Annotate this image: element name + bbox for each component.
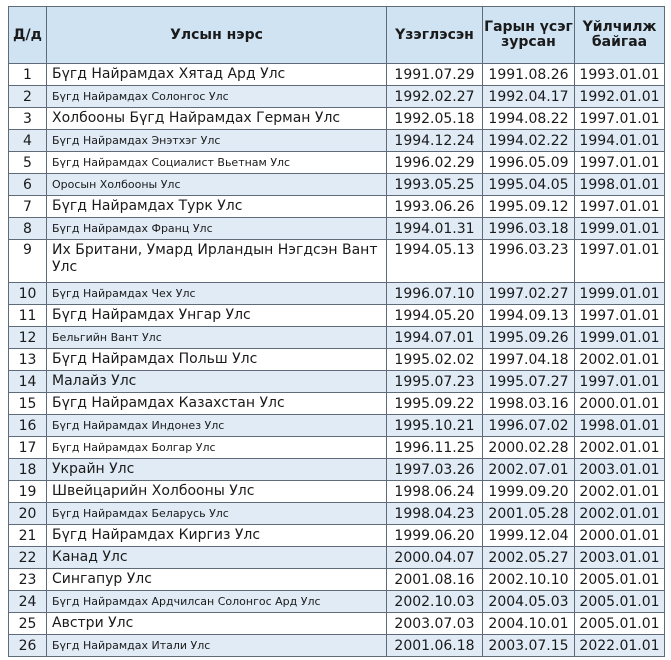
effective-date: 2005.01.01 [575,613,665,635]
table-row [9,86,665,108]
table-row [9,64,665,86]
country-name: Оросын Холбооны Улс [47,174,387,196]
table-row [9,393,665,415]
ratified-date: 1998.03.16 [483,393,575,415]
table-row [9,459,665,481]
country-name: Бүгд Найрамдах Казахстан Улс [47,393,387,415]
country-name: Бүгд Найрамдах Франц Улс [47,218,387,240]
signed-date: 1994.01.31 [387,218,483,240]
table-row [9,305,665,327]
row-number: 2 [9,86,47,108]
signed-date: 1993.06.26 [387,196,483,218]
signed-date: 1996.11.25 [387,437,483,459]
table-row [9,415,665,437]
ratified-date: 2004.05.03 [483,591,575,613]
header-no: Д/д [9,7,47,64]
ratified-date: 1996.05.09 [483,152,575,174]
country-name: Бүгд Найрамдах Ардчилсан Солонгос Ард Улс [47,591,387,613]
table-row [9,569,665,591]
signed-date: 1993.05.25 [387,174,483,196]
row-number: 11 [9,305,47,327]
effective-date: 1997.01.01 [575,371,665,393]
signed-date: 1994.12.24 [387,130,483,152]
signed-date: 1992.02.27 [387,86,483,108]
table-row [9,437,665,459]
ratified-date: 2000.02.28 [483,437,575,459]
row-number: 8 [9,218,47,240]
country-name: Бүгд Найрамдах Солонгос Улс [47,86,387,108]
ratified-date: 1994.09.13 [483,305,575,327]
table-row [9,481,665,503]
effective-date: 1999.01.01 [575,327,665,349]
ratified-date: 2002.07.01 [483,459,575,481]
country-name: Бүгд Найрамдах Киргиз Улс [47,525,387,547]
effective-date: 2002.01.01 [575,349,665,371]
table-row [9,218,665,240]
effective-date: 1992.01.01 [575,86,665,108]
table-row [9,349,665,371]
country-name: Бүгд Найрамдах Болгар Улс [47,437,387,459]
table-row [9,130,665,152]
signed-date: 1995.07.23 [387,371,483,393]
signed-date: 1991.07.29 [387,64,483,86]
table-row [9,240,665,283]
row-number: 16 [9,415,47,437]
row-number: 7 [9,196,47,218]
header-row [9,7,665,64]
row-number: 4 [9,130,47,152]
row-number: 1 [9,64,47,86]
table-row [9,196,665,218]
ratified-date: 1995.09.26 [483,327,575,349]
table-row [9,108,665,130]
country-name: Бүгд Найрамдах Энэтхэг Улс [47,130,387,152]
effective-date: 2002.01.01 [575,437,665,459]
row-number: 19 [9,481,47,503]
signed-date: 1992.05.18 [387,108,483,130]
signed-date: 2000.04.07 [387,547,483,569]
effective-date: 1997.01.01 [575,152,665,174]
signed-date: 1995.02.02 [387,349,483,371]
table-row [9,547,665,569]
signed-date: 2001.06.18 [387,635,483,657]
signed-date: 1997.03.26 [387,459,483,481]
ratified-date: 1994.08.22 [483,108,575,130]
effective-date: 1999.01.01 [575,218,665,240]
effective-date: 1997.01.01 [575,196,665,218]
signed-date: 1994.05.20 [387,305,483,327]
effective-date: 2002.01.01 [575,481,665,503]
table-row [9,283,665,305]
row-number: 12 [9,327,47,349]
table-row [9,503,665,525]
header-effective: Үйлчилж байгаа [575,7,665,64]
row-number: 20 [9,503,47,525]
effective-date: 2005.01.01 [575,591,665,613]
country-name: Швейцарийн Холбооны Улс [47,481,387,503]
effective-date: 1997.01.01 [575,240,665,283]
row-number: 25 [9,613,47,635]
country-name: Бүгд Найрамдах Беларусь Улс [47,503,387,525]
effective-date: 1998.01.01 [575,174,665,196]
table-row [9,371,665,393]
ratified-date: 1999.09.20 [483,481,575,503]
signed-date: 1995.09.22 [387,393,483,415]
ratified-date: 1999.12.04 [483,525,575,547]
country-name: Бүгд Найрамдах Хятад Ард Улс [47,64,387,86]
country-name: Украйн Улс [47,459,387,481]
country-name: Сингапур Улс [47,569,387,591]
signed-date: 1994.07.01 [387,327,483,349]
row-number: 14 [9,371,47,393]
signed-date: 2002.10.03 [387,591,483,613]
row-number: 23 [9,569,47,591]
row-number: 10 [9,283,47,305]
ratified-date: 1991.08.26 [483,64,575,86]
row-number: 5 [9,152,47,174]
effective-date: 1994.01.01 [575,130,665,152]
ratified-date: 2002.05.27 [483,547,575,569]
table-row [9,152,665,174]
ratified-date: 1995.04.05 [483,174,575,196]
ratified-date: 1997.04.18 [483,349,575,371]
country-name: Бельгийн Вант Улс [47,327,387,349]
ratified-date: 1994.02.22 [483,130,575,152]
table-row [9,174,665,196]
effective-date: 2000.01.01 [575,525,665,547]
table-row [9,613,665,635]
row-number: 15 [9,393,47,415]
effective-date: 1997.01.01 [575,305,665,327]
signed-date: 1995.10.21 [387,415,483,437]
treaty-table [8,6,665,657]
signed-date: 1994.05.13 [387,240,483,283]
ratified-date: 2003.07.15 [483,635,575,657]
country-name: Бүгд Найрамдах Индонез Улс [47,415,387,437]
signed-date: 1998.04.23 [387,503,483,525]
country-name: Бүгд Найрамдах Унгар Улс [47,305,387,327]
row-number: 17 [9,437,47,459]
signed-date: 2001.08.16 [387,569,483,591]
row-number: 9 [9,240,47,283]
country-name: Австри Улс [47,613,387,635]
table-row [9,591,665,613]
ratified-date: 1996.03.18 [483,218,575,240]
effective-date: 1993.01.01 [575,64,665,86]
effective-date: 2002.01.01 [575,503,665,525]
header-signed: Үзэглэсэн [387,7,483,64]
country-name: Их Британи, Умард Ирландын Нэгдсэн Вант Улс [47,240,387,283]
header-country-name: Улсын нэрс [47,7,387,64]
ratified-date: 1995.07.27 [483,371,575,393]
table-row [9,635,665,657]
ratified-date: 2002.10.10 [483,569,575,591]
country-name: Канад Улс [47,547,387,569]
table-row [9,525,665,547]
ratified-date: 1995.09.12 [483,196,575,218]
signed-date: 1996.07.10 [387,283,483,305]
signed-date: 1996.02.29 [387,152,483,174]
row-number: 24 [9,591,47,613]
country-name: Бүгд Найрамдах Социалист Вьетнам Улс [47,152,387,174]
country-name: Малайз Улс [47,371,387,393]
effective-date: 2000.01.01 [575,393,665,415]
signed-date: 1999.06.20 [387,525,483,547]
ratified-date: 2001.05.28 [483,503,575,525]
ratified-date: 1992.04.17 [483,86,575,108]
signed-date: 1998.06.24 [387,481,483,503]
row-number: 6 [9,174,47,196]
ratified-date: 1996.03.23 [483,240,575,283]
ratified-date: 1997.02.27 [483,283,575,305]
row-number: 22 [9,547,47,569]
table-row [9,327,665,349]
row-number: 3 [9,108,47,130]
row-number: 26 [9,635,47,657]
ratified-date: 2004.10.01 [483,613,575,635]
effective-date: 2005.01.01 [575,569,665,591]
effective-date: 2003.01.01 [575,459,665,481]
effective-date: 1999.01.01 [575,283,665,305]
country-name: Холбооны Бүгд Найрамдах Герман Улс [47,108,387,130]
country-name: Бүгд Найрамдах Итали Улс [47,635,387,657]
ratified-date: 1996.07.02 [483,415,575,437]
effective-date: 2003.01.01 [575,547,665,569]
country-name: Бүгд Найрамдах Турк Улс [47,196,387,218]
row-number: 13 [9,349,47,371]
header-ratified: Гарын үсэг зурсан [483,7,575,64]
row-number: 21 [9,525,47,547]
row-number: 18 [9,459,47,481]
effective-date: 2022.01.01 [575,635,665,657]
effective-date: 1997.01.01 [575,108,665,130]
signed-date: 2003.07.03 [387,613,483,635]
country-name: Бүгд Найрамдах Польш Улс [47,349,387,371]
country-name: Бүгд Найрамдах Чех Улс [47,283,387,305]
effective-date: 1998.01.01 [575,415,665,437]
